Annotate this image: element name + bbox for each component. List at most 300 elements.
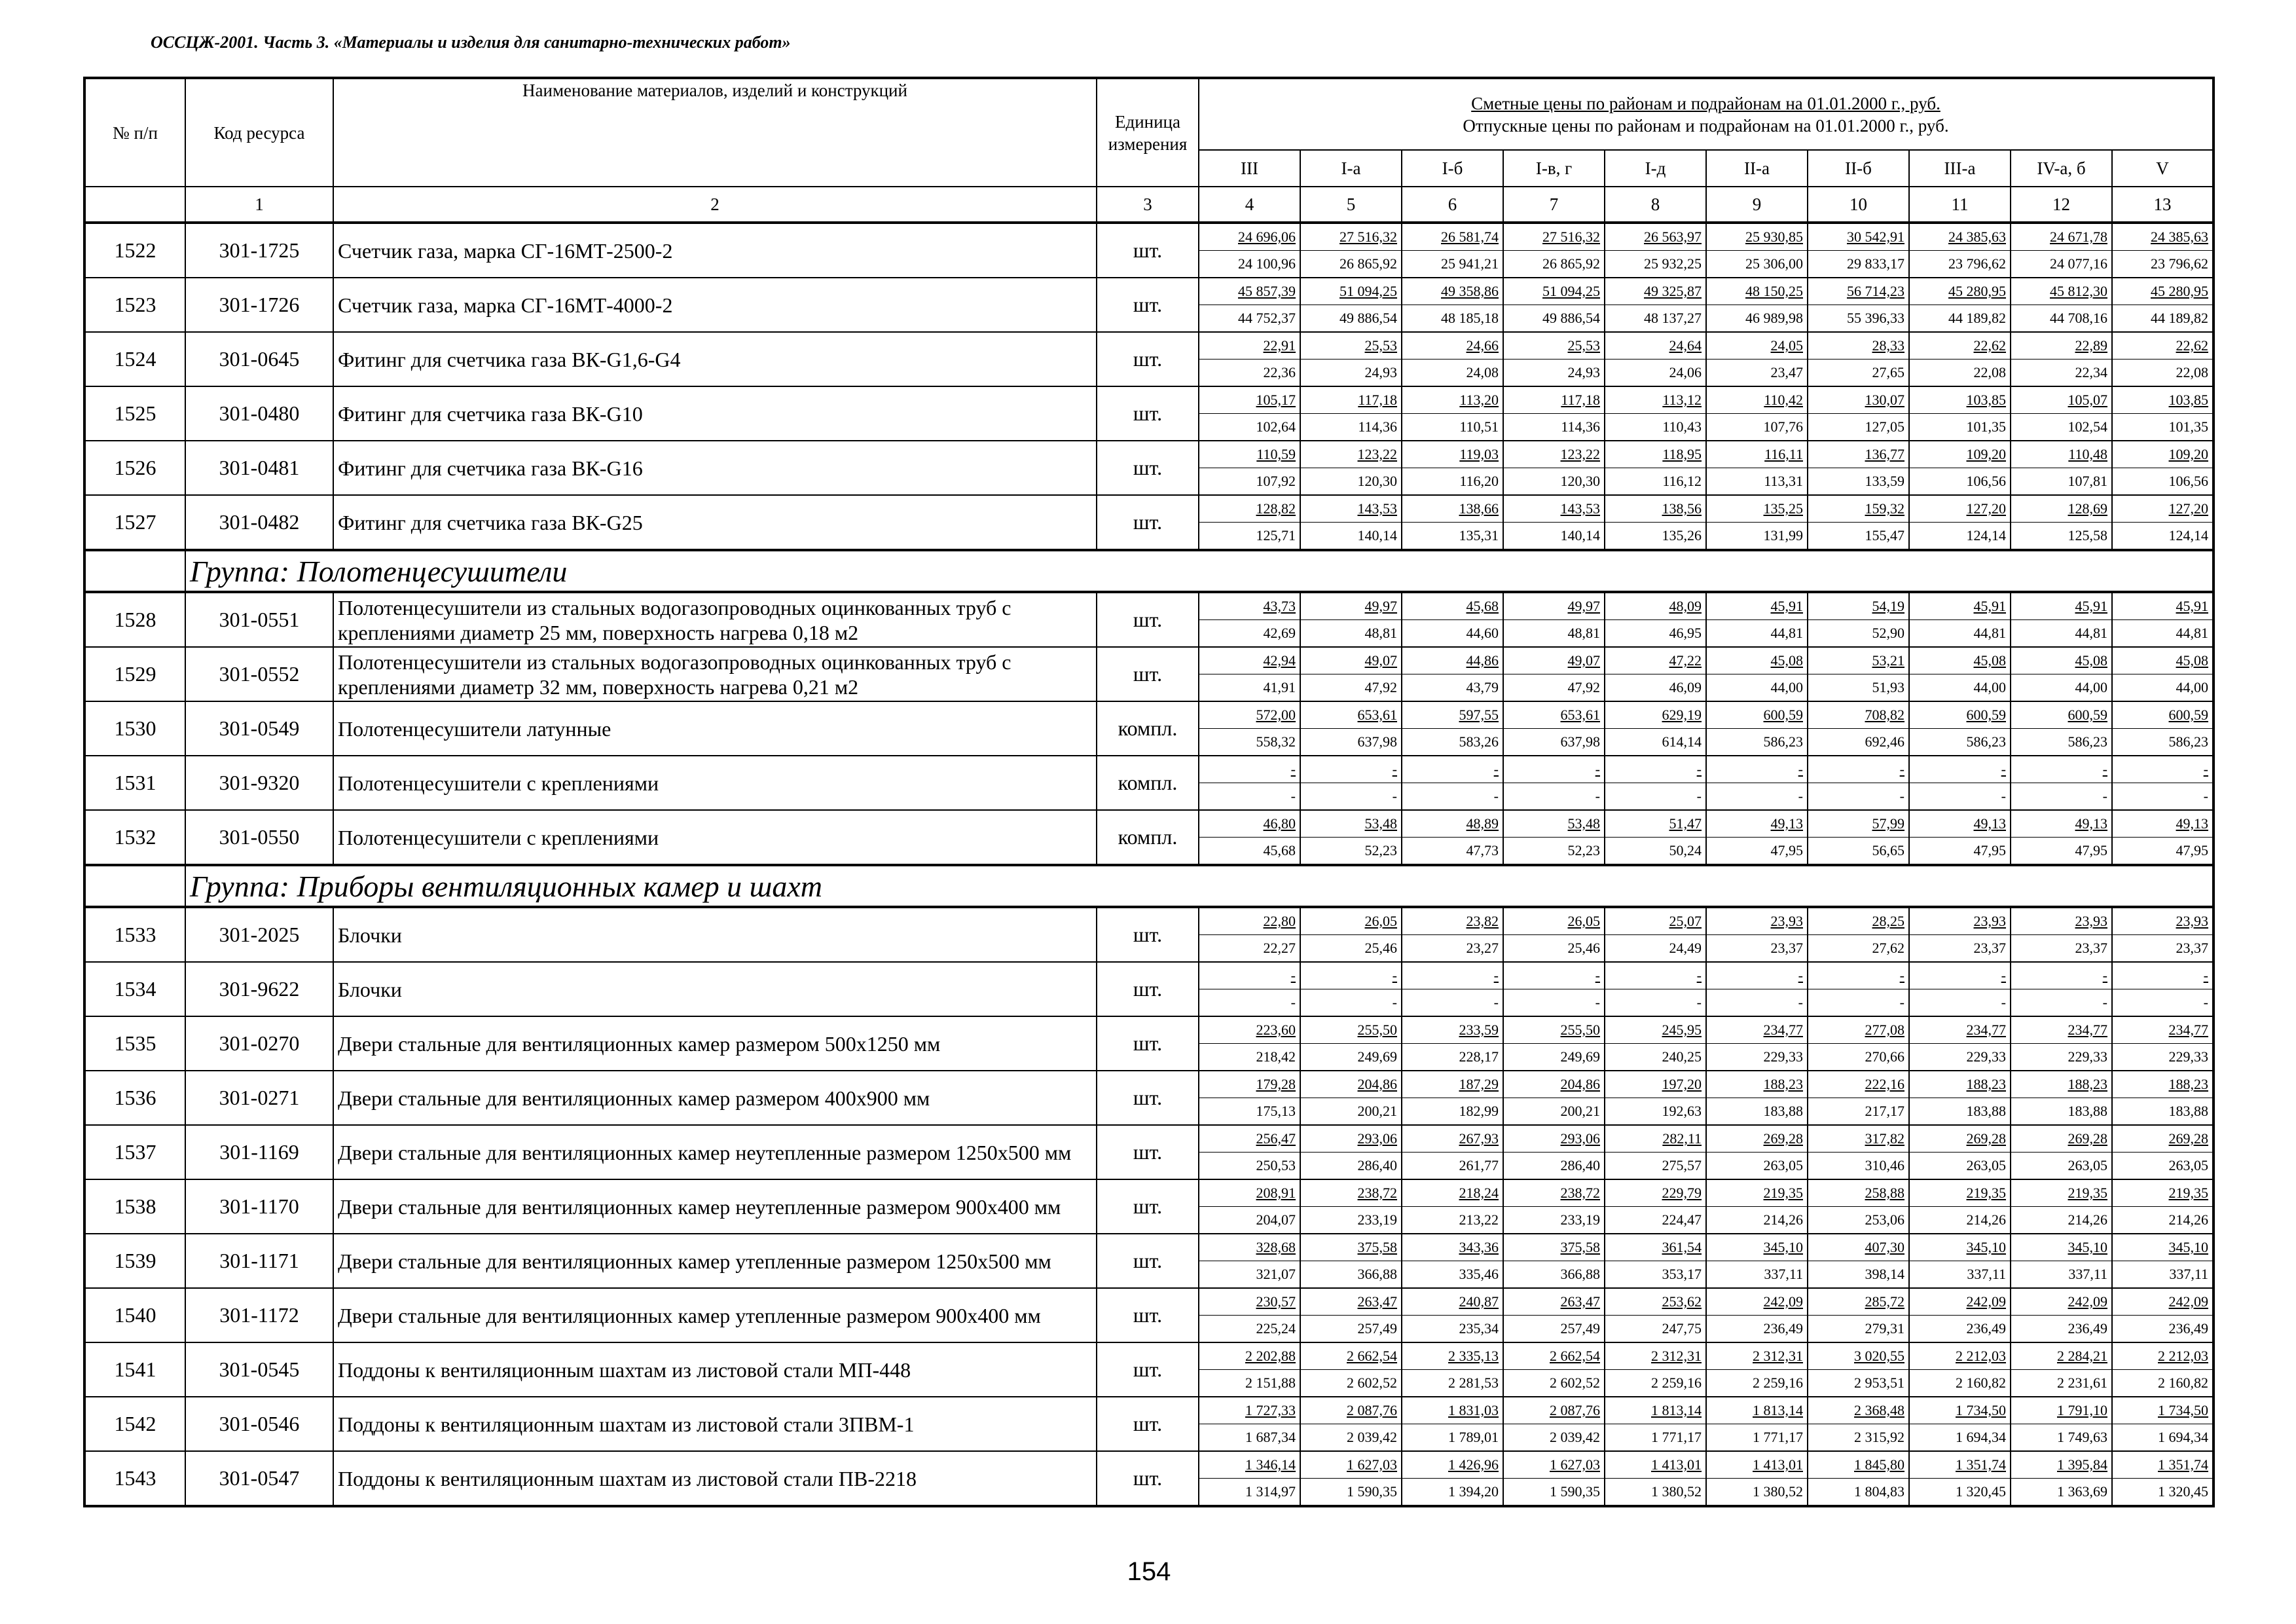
- estimate-price: 45,91: [2075, 598, 2107, 614]
- release-price: 204,07: [1256, 1211, 1296, 1228]
- release-price: 2 953,51: [1854, 1375, 1904, 1391]
- release-price: 44 752,37: [1238, 310, 1296, 326]
- release-price: 127,05: [1865, 418, 1904, 435]
- price-cell: [1909, 1342, 2011, 1397]
- release-price: 263,05: [1763, 1157, 1803, 1173]
- price-cell: [1402, 1288, 1503, 1342]
- resource-code: 301-0480: [185, 386, 333, 441]
- estimate-price-line: [1402, 908, 1503, 935]
- price-cell: [1808, 962, 1909, 1016]
- price-cell: [1605, 962, 1706, 1016]
- estimate-price: 26,05: [1364, 913, 1397, 929]
- release-price: 236,49: [1966, 1320, 2006, 1337]
- release-price: 310,46: [1865, 1157, 1904, 1173]
- price-cell: [1503, 907, 1605, 962]
- table-row: [84, 1342, 2214, 1397]
- estimate-price-line: [1301, 1452, 1401, 1479]
- estimate-price: 45,91: [1973, 598, 2006, 614]
- release-price: 1 314,97: [1245, 1483, 1296, 1500]
- table-row: [84, 1071, 2214, 1125]
- release-price: 155,47: [1865, 527, 1904, 544]
- estimate-price: 30 542,91: [1847, 229, 1904, 245]
- estimate-price-line: [1808, 756, 1908, 783]
- estimate-price-line: [1910, 1071, 2010, 1098]
- price-cell: [1706, 495, 1808, 550]
- release-price: 200,21: [1560, 1103, 1600, 1119]
- header-price-release: Отпускные цены по районам и подрайонам на 01.01.2000 г., руб.: [1463, 115, 1949, 136]
- price-cell: [1300, 647, 1402, 701]
- estimate-price-line: [1504, 1071, 1604, 1098]
- estimate-price: 258,88: [1865, 1185, 1904, 1201]
- estimate-price: 600,59: [1966, 707, 2006, 723]
- estimate-price-line: [1808, 908, 1908, 935]
- release-price: 44,81: [2075, 625, 2107, 641]
- price-cell: [1199, 1179, 1300, 1234]
- estimate-price-line: [1808, 593, 1908, 620]
- estimate-price: 23,93: [2075, 913, 2107, 929]
- release-price: 286,40: [1560, 1157, 1600, 1173]
- price-cell: [1402, 1397, 1503, 1451]
- price-cell: [1503, 756, 1605, 810]
- estimate-price-line: [1504, 1289, 1604, 1316]
- price-cell: [1503, 701, 1605, 756]
- price-cell: [1503, 1071, 1605, 1125]
- unit: шт.: [1097, 278, 1199, 332]
- price-cell: [1503, 1234, 1605, 1288]
- estimate-price-line: [1402, 224, 1503, 251]
- estimate-price: 24 385,63: [1948, 229, 2006, 245]
- price-cell: [1300, 1016, 1402, 1071]
- release-price: -: [1899, 994, 1904, 1010]
- release-price: 106,56: [2168, 473, 2208, 489]
- estimate-price: 597,55: [1459, 707, 1499, 723]
- price-cell: [1909, 1125, 2011, 1179]
- unit: шт.: [1097, 1234, 1199, 1288]
- estimate-price: 233,59: [1459, 1022, 1499, 1038]
- row-number: 1534: [84, 962, 185, 1016]
- release-price: 175,13: [1256, 1103, 1296, 1119]
- price-cell: [2112, 1071, 2214, 1125]
- price-cell: [2011, 278, 2112, 332]
- estimate-price: 24,64: [1669, 337, 1702, 354]
- estimate-price-line: [1707, 963, 1807, 989]
- estimate-price: 234,77: [1763, 1022, 1803, 1038]
- price-cell: [2011, 592, 2112, 647]
- estimate-price: 117,18: [1358, 392, 1397, 408]
- estimate-price-line: [2113, 908, 2212, 935]
- estimate-price-line: [1402, 1234, 1503, 1261]
- resource-code: 301-0482: [185, 495, 333, 550]
- price-cell: [1605, 810, 1706, 865]
- price-cell: [1706, 1342, 1808, 1397]
- estimate-price: 2 284,21: [2057, 1348, 2107, 1364]
- price-cell: [1808, 647, 1909, 701]
- estimate-price: 345,10: [2068, 1239, 2107, 1255]
- price-cell: [1300, 1125, 1402, 1179]
- estimate-price-line: [1910, 1343, 2010, 1370]
- estimate-price-line: [1910, 333, 2010, 360]
- release-price: 225,24: [1256, 1320, 1296, 1337]
- estimate-price-line: [1910, 1126, 2010, 1153]
- price-cell: [1706, 962, 1808, 1016]
- estimate-price-line: [1402, 1071, 1503, 1098]
- estimate-price: 45,08: [1973, 652, 2006, 669]
- release-price: 2 160,82: [2158, 1375, 2208, 1391]
- price-cell: [1605, 756, 1706, 810]
- estimate-price: 49,97: [1567, 598, 1600, 614]
- price-cell: [1808, 386, 1909, 441]
- column-number: 11: [1909, 187, 2011, 223]
- estimate-price: 1 413,01: [1651, 1456, 1702, 1473]
- release-price: -: [1392, 788, 1397, 804]
- estimate-price-line: [1808, 278, 1908, 305]
- release-price: 23,37: [1770, 940, 1803, 956]
- estimate-price: 49,07: [1364, 652, 1397, 669]
- price-cell: [1808, 223, 1909, 278]
- release-price: 24,06: [1669, 364, 1702, 380]
- resource-code: 301-1169: [185, 1125, 333, 1179]
- price-cell: [1402, 1016, 1503, 1071]
- release-price: 218,42: [1256, 1048, 1296, 1065]
- release-price: 249,69: [1560, 1048, 1600, 1065]
- release-price: 120,30: [1560, 473, 1600, 489]
- estimate-price: 2 087,76: [1550, 1402, 1600, 1418]
- column-number: 3: [1097, 187, 1199, 223]
- release-price: -: [1290, 788, 1296, 804]
- estimate-price-line: [1707, 1126, 1807, 1153]
- estimate-price: 22,62: [1973, 337, 2006, 354]
- estimate-price-line: [2011, 333, 2111, 360]
- estimate-price-line: [1707, 1017, 1807, 1044]
- price-cell: [2011, 701, 2112, 756]
- release-price: 107,76: [1763, 418, 1803, 435]
- estimate-price: 103,85: [2168, 392, 2208, 408]
- price-cell: [1199, 386, 1300, 441]
- release-price: -: [2102, 788, 2107, 804]
- price-cell: [1300, 386, 1402, 441]
- price-cell: [2112, 1179, 2214, 1234]
- price-cell: [1909, 1397, 2011, 1451]
- material-name: Фитинг для счетчика газа ВК-G16: [333, 441, 1097, 495]
- estimate-price-line: [2011, 1180, 2111, 1207]
- release-price: 140,14: [1560, 527, 1600, 544]
- estimate-price-line: [1910, 441, 2010, 468]
- price-cell: [1300, 756, 1402, 810]
- estimate-price: 116,11: [1764, 446, 1803, 462]
- release-price: 47,95: [2075, 842, 2107, 858]
- estimate-price-line: [1402, 756, 1503, 783]
- price-cell: [1199, 701, 1300, 756]
- release-price: 2 039,42: [1550, 1429, 1600, 1445]
- price-cell: [1199, 592, 1300, 647]
- column-number: 9: [1706, 187, 1808, 223]
- price-cell: [1503, 386, 1605, 441]
- estimate-price-line: [1605, 1397, 1705, 1424]
- estimate-price: 128,69: [2068, 500, 2107, 517]
- estimate-price-line: [1402, 648, 1503, 674]
- price-cell: [1300, 810, 1402, 865]
- estimate-price: 2 212,03: [2158, 1348, 2208, 1364]
- estimate-price: 42,94: [1263, 652, 1296, 669]
- estimate-price: 230,57: [1256, 1293, 1296, 1310]
- price-cell: [2011, 1016, 2112, 1071]
- price-cell: [2011, 1451, 2112, 1506]
- material-name: Фитинг для счетчика газа ВК-G1,6-G4: [333, 332, 1097, 386]
- release-price: 233,19: [1560, 1211, 1600, 1228]
- estimate-price: 1 727,33: [1245, 1402, 1296, 1418]
- estimate-price: 54,19: [1872, 598, 1904, 614]
- price-cell: [1402, 907, 1503, 962]
- release-price: 270,66: [1865, 1048, 1904, 1065]
- estimate-price-line: [1504, 333, 1604, 360]
- release-price: 101,35: [2168, 418, 2208, 435]
- estimate-price-line: [2011, 1017, 2111, 1044]
- estimate-price-line: [1402, 1289, 1503, 1316]
- estimate-price: 23,93: [2176, 913, 2208, 929]
- price-cell: [1706, 907, 1808, 962]
- estimate-price-line: [1199, 496, 1300, 523]
- estimate-price: 48 150,25: [1745, 283, 1803, 299]
- release-price: 337,11: [1764, 1266, 1803, 1282]
- estimate-price: 130,07: [1865, 392, 1904, 408]
- price-cell: [2011, 332, 2112, 386]
- estimate-price-line: [1605, 387, 1705, 414]
- estimate-price-line: [2011, 1071, 2111, 1098]
- header-prices: [1199, 78, 2214, 150]
- price-cell: [1199, 1397, 1300, 1451]
- estimate-price-line: [1301, 1180, 1401, 1207]
- estimate-price: 1 395,84: [2057, 1456, 2107, 1473]
- estimate-price: 629,19: [1662, 707, 1702, 723]
- release-price: 44 189,82: [1948, 310, 2006, 326]
- release-price: 257,49: [1357, 1320, 1397, 1337]
- estimate-price-line: [1402, 811, 1503, 838]
- estimate-price: 48,89: [1466, 815, 1499, 832]
- estimate-price-line: [1301, 278, 1401, 305]
- estimate-price-line: [1301, 908, 1401, 935]
- release-price: -: [1696, 994, 1702, 1010]
- release-price: 1 789,01: [1448, 1429, 1499, 1445]
- estimate-price-line: [1707, 908, 1807, 935]
- release-price: 102,54: [2068, 418, 2107, 435]
- group-title: Группа: Полотенцесушители: [185, 550, 2214, 592]
- estimate-price-line: [1504, 224, 1604, 251]
- estimate-price-line: [1301, 811, 1401, 838]
- estimate-price-line: [1199, 278, 1300, 305]
- estimate-price: 234,77: [2168, 1022, 2208, 1038]
- estimate-price-line: [1910, 387, 2010, 414]
- release-price: -: [1595, 994, 1600, 1010]
- estimate-price-line: [1707, 496, 1807, 523]
- estimate-price: 197,20: [1662, 1076, 1702, 1092]
- estimate-price-line: [1808, 1234, 1908, 1261]
- price-cell: [2011, 962, 2112, 1016]
- release-price: 44,00: [1770, 679, 1803, 695]
- release-price: 46 989,98: [1745, 310, 1803, 326]
- price-cell: [2112, 907, 2214, 962]
- resource-code: 301-0551: [185, 592, 333, 647]
- release-price: 125,71: [1256, 527, 1296, 544]
- column-number: 12: [2011, 187, 2112, 223]
- estimate-price-line: [1605, 224, 1705, 251]
- release-price: 131,99: [1763, 527, 1803, 544]
- release-price: 263,05: [2168, 1157, 2208, 1173]
- estimate-price-line: [2011, 441, 2111, 468]
- price-cell: [1909, 386, 2011, 441]
- release-price: 229,33: [1966, 1048, 2006, 1065]
- row-number: 1536: [84, 1071, 185, 1125]
- price-cell: [1300, 1179, 1402, 1234]
- price-cell: [2112, 1234, 2214, 1288]
- estimate-price: 103,85: [1966, 392, 2006, 408]
- price-cell: [1909, 647, 2011, 701]
- price-cell: [1503, 1016, 1605, 1071]
- estimate-price-line: [1808, 1071, 1908, 1098]
- estimate-price: 345,10: [2168, 1239, 2208, 1255]
- material-name: Фитинг для счетчика газа ВК-G10: [333, 386, 1097, 441]
- price-cell: [1199, 278, 1300, 332]
- release-price: 247,75: [1662, 1320, 1702, 1337]
- resource-code: 301-1725: [185, 223, 333, 278]
- price-cell: [1605, 1451, 1706, 1506]
- release-price: 25,46: [1567, 940, 1600, 956]
- estimate-price: 110,42: [1764, 392, 1803, 408]
- release-price: 217,17: [1865, 1103, 1904, 1119]
- price-cell: [1300, 1071, 1402, 1125]
- estimate-price: 118,95: [1662, 446, 1702, 462]
- price-cell: [1706, 756, 1808, 810]
- row-number: 1525: [84, 386, 185, 441]
- release-price: 114,36: [1358, 418, 1397, 435]
- unit: шт.: [1097, 441, 1199, 495]
- resource-code: 301-0271: [185, 1071, 333, 1125]
- release-price: 22,08: [2176, 364, 2208, 380]
- estimate-price: -: [2001, 761, 2006, 777]
- price-cell: [1199, 1288, 1300, 1342]
- estimate-price: 1 351,74: [1956, 1456, 2006, 1473]
- estimate-price-line: [1910, 1180, 2010, 1207]
- price-cell: [1605, 1234, 1706, 1288]
- estimate-price-line: [1808, 1289, 1908, 1316]
- estimate-price-line: [1808, 702, 1908, 729]
- price-cell: [1300, 1397, 1402, 1451]
- header-region: V: [2112, 150, 2214, 187]
- material-name: Двери стальные для вентиляционных камер неутепленные размером 1250х500 мм: [333, 1125, 1097, 1179]
- release-price: 50,24: [1669, 842, 1702, 858]
- release-price: 250,53: [1256, 1157, 1296, 1173]
- material-name: Двери стальные для вентиляционных камер размером 500х1250 мм: [333, 1016, 1097, 1071]
- estimate-price: 375,58: [1357, 1239, 1397, 1255]
- release-price: -: [1595, 788, 1600, 804]
- release-price: -: [1696, 788, 1702, 804]
- release-price: 110,51: [1459, 418, 1499, 435]
- estimate-price: 27 516,32: [1542, 229, 1600, 245]
- price-cell: [1706, 647, 1808, 701]
- estimate-price-line: [1605, 1343, 1705, 1370]
- estimate-price: 53,48: [1364, 815, 1397, 832]
- release-price: 182,99: [1459, 1103, 1499, 1119]
- estimate-price-line: [2113, 648, 2212, 674]
- estimate-price-line: [1504, 756, 1604, 783]
- group-spacer: [84, 550, 185, 592]
- estimate-price-line: [1707, 1397, 1807, 1424]
- estimate-price-line: [1301, 963, 1401, 989]
- release-price: 47,73: [1466, 842, 1499, 858]
- estimate-price-line: [1504, 702, 1604, 729]
- price-cell: [1808, 278, 1909, 332]
- material-name: Поддоны к вентиляционным шахтам из листовой стали 3ПВМ-1: [333, 1397, 1097, 1451]
- estimate-price-line: [1910, 278, 2010, 305]
- price-cell: [1808, 907, 1909, 962]
- estimate-price-line: [2113, 441, 2212, 468]
- estimate-price-line: [2113, 496, 2212, 523]
- price-cell: [1300, 441, 1402, 495]
- price-cell: [1909, 223, 2011, 278]
- release-price: 48 137,27: [1644, 310, 1702, 326]
- price-cell: [2112, 756, 2214, 810]
- estimate-price-line: [2011, 756, 2111, 783]
- row-number: 1540: [84, 1288, 185, 1342]
- header-region: II-а: [1706, 150, 1808, 187]
- running-header: ОССЦЖ-2001. Часть 3. «Материалы и изделия для санитарно-технических работ»: [151, 33, 791, 52]
- estimate-price: 135,25: [1763, 500, 1803, 517]
- estimate-price-line: [2011, 648, 2111, 674]
- estimate-price: 219,35: [2068, 1185, 2107, 1201]
- estimate-price: 219,35: [1763, 1185, 1803, 1201]
- price-cell: [2011, 223, 2112, 278]
- price-cell: [1199, 1451, 1300, 1506]
- estimate-price-line: [1301, 1289, 1401, 1316]
- price-cell: [2112, 223, 2214, 278]
- estimate-price: 263,47: [1357, 1293, 1397, 1310]
- group-title: Группа: Приборы вентиляционных камер и шахт: [185, 865, 2214, 907]
- release-price: 1 380,52: [1651, 1483, 1702, 1500]
- release-price: 235,34: [1459, 1320, 1499, 1337]
- estimate-price-line: [1504, 441, 1604, 468]
- resource-code: 301-0549: [185, 701, 333, 756]
- price-cell: [2112, 962, 2214, 1016]
- release-price: 1 771,17: [1651, 1429, 1702, 1445]
- release-price: 236,49: [2068, 1320, 2107, 1337]
- release-price: 51,93: [1872, 679, 1904, 695]
- price-cell: [1199, 1016, 1300, 1071]
- estimate-price-line: [1910, 908, 2010, 935]
- estimate-price-line: [1808, 224, 1908, 251]
- unit: шт.: [1097, 1451, 1199, 1506]
- release-price: -: [2001, 788, 2006, 804]
- estimate-price: -: [1595, 761, 1600, 777]
- price-cell: [1909, 1179, 2011, 1234]
- estimate-price: 317,82: [1865, 1130, 1904, 1147]
- estimate-price: 253,62: [1662, 1293, 1702, 1310]
- release-price: 253,06: [1865, 1211, 1904, 1228]
- release-price: 692,46: [1865, 733, 1904, 750]
- table-row: [84, 1451, 2214, 1506]
- estimate-price-line: [1910, 1452, 2010, 1479]
- estimate-price: 105,17: [1256, 392, 1296, 408]
- material-name: Фитинг для счетчика газа ВК-G25: [333, 495, 1097, 550]
- estimate-price-line: [1504, 1126, 1604, 1153]
- header-region: II-б: [1808, 150, 1909, 187]
- estimate-price-line: [1301, 702, 1401, 729]
- estimate-price: 1 813,14: [1651, 1402, 1702, 1418]
- release-price: 125,58: [2068, 527, 2107, 544]
- row-number: 1539: [84, 1234, 185, 1288]
- estimate-price-line: [2113, 593, 2212, 620]
- release-price: 24,08: [1466, 364, 1499, 380]
- estimate-price: 138,66: [1459, 500, 1499, 517]
- price-cell: [1402, 1071, 1503, 1125]
